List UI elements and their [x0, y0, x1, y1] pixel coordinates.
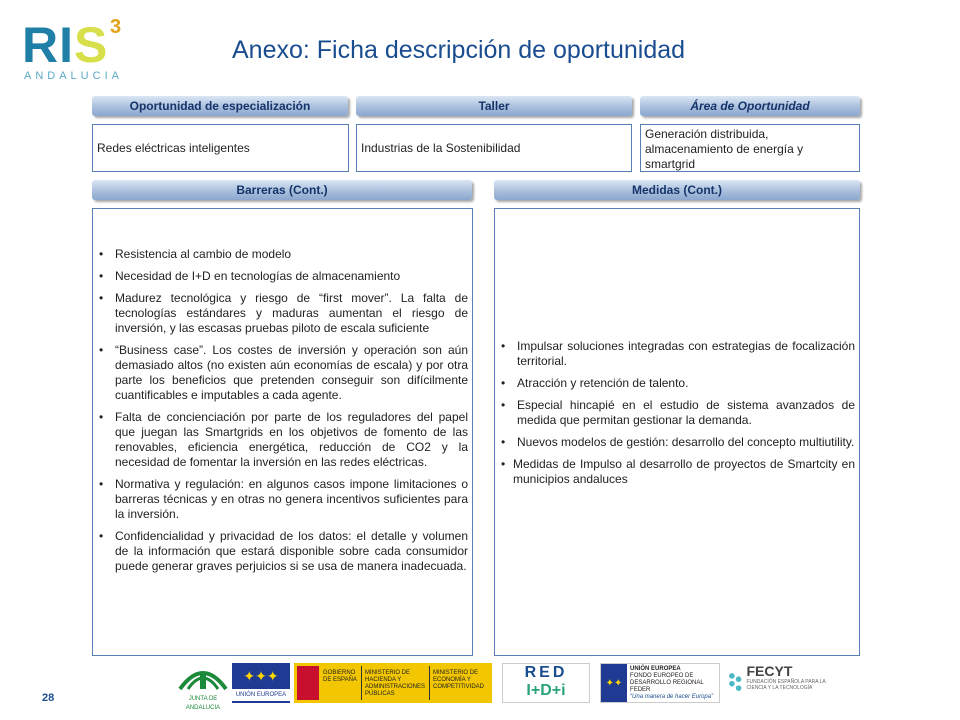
red-idi-logo: RED I+D+i: [502, 663, 590, 703]
barriers-list: [93, 247, 468, 574]
list-item: • Nuevos modelos de gestión: desarrollo del concepto multiutility.: [495, 435, 855, 450]
coat-of-arms-icon: [297, 666, 319, 700]
fecyt-molecule-icon: [728, 663, 742, 701]
logo-superscript: 3: [110, 16, 122, 38]
list-item: • “Business case”. Los costes de inversión y operación son aún demasiado altos (no existen aún economías de escala) y por otra parte los beneficios que pretenden conseguir son difícilmente cuantificables e imputables a cada agente.: [93, 343, 468, 403]
gobierno-espana-logo: GOBIERNO DE ESPAÑA MINISTERIO DE HACIENDA Y ADMINISTRACIONES PÚBLICAS MINISTERIO DE ECONOMÍA Y COMPETITIVIDAD: [294, 663, 492, 703]
page-number: 28: [42, 692, 55, 704]
fecyt-logo: FECYT FUNDACIÓN ESPAÑOLA PARA LA CIENCIA Y LA TECNOLOGÍA: [728, 663, 828, 703]
page-title: Anexo: Ficha descripción de oportunidad: [232, 36, 686, 64]
header-area: Área de Oportunidad: [640, 96, 860, 116]
list-item: • Resistencia al cambio de modelo: [93, 247, 468, 262]
list-item: • Confidencialidad y privacidad de los datos: el detalle y volumen de la información que estará disponible sobre cada consumidor puede generar graves perjuicios si se usa de manera inadecuada.: [93, 529, 468, 574]
workshop-value: Industrias de la Sostenibilidad: [356, 124, 632, 172]
measures-list: [495, 339, 855, 487]
list-item: • Especial hincapié en el estudio de sistema avanzados de medida que permitan gestionar la demanda.: [495, 398, 855, 428]
measures-box: [494, 208, 860, 656]
eu-stars-icon: ✦✦: [601, 664, 627, 702]
list-item: • Atracción y retención de talento.: [495, 376, 855, 391]
junta-andalucia-logo: JUNTA DE ANDALUCIA: [176, 663, 230, 703]
list-item: • Falta de concienciación por parte de los reguladores del papel que juegan las Smartgrids en los objetivos de fomento de las renovables, eficiencia energética, reducción de CO2 y la necesidad de fomentar la inversión en las redes eléctricas.: [93, 410, 468, 470]
ris3-logo: [22, 16, 132, 82]
junta-emblem-icon: [176, 663, 230, 693]
header-measures: Medidas (Cont.): [494, 180, 860, 200]
header-barriers: Barreras (Cont.): [92, 180, 472, 200]
area-value: Generación distribuida, almacenamiento de energía y smartgrid: [640, 124, 860, 172]
logo-ris: RIS: [22, 17, 109, 73]
eu-stars-icon: ✦✦✦: [243, 668, 279, 684]
feder-logo: ✦✦ UNIÓN EUROPEA FONDO EUROPEO DE DESARROLLO REGIONAL FEDER “Una manera de hacer Europa”: [600, 663, 720, 703]
list-item: • Medidas de Impulso al desarrollo de proyectos de Smartcity en municipios andaluces: [495, 457, 855, 487]
header-opportunity: Oportunidad de especialización: [92, 96, 348, 116]
logo-subtitle: ANDALUCIA: [24, 70, 123, 82]
opportunity-value: Redes eléctricas inteligentes: [92, 124, 349, 172]
list-item: • Normativa y regulación: en algunos casos impone limitaciones o barreras técnicas y en otras no genera incentivos suficientes para la inversión.: [93, 477, 468, 522]
barriers-box: [92, 208, 473, 656]
list-item: • Madurez tecnológica y riesgo de “first mover”. La falta de tecnologías estándares y maduras aumentan el riesgo de inversión, y las escasas pruebas piloto de escala suficiente: [93, 291, 468, 336]
eu-flag-logo: ✦✦✦ UNIÓN EUROPEA: [232, 663, 290, 703]
list-item: • Impulsar soluciones integradas con estrategias de focalización territorial.: [495, 339, 855, 369]
list-item: • Necesidad de I+D en tecnologías de almacenamiento: [93, 269, 468, 284]
header-workshop: Taller: [356, 96, 632, 116]
